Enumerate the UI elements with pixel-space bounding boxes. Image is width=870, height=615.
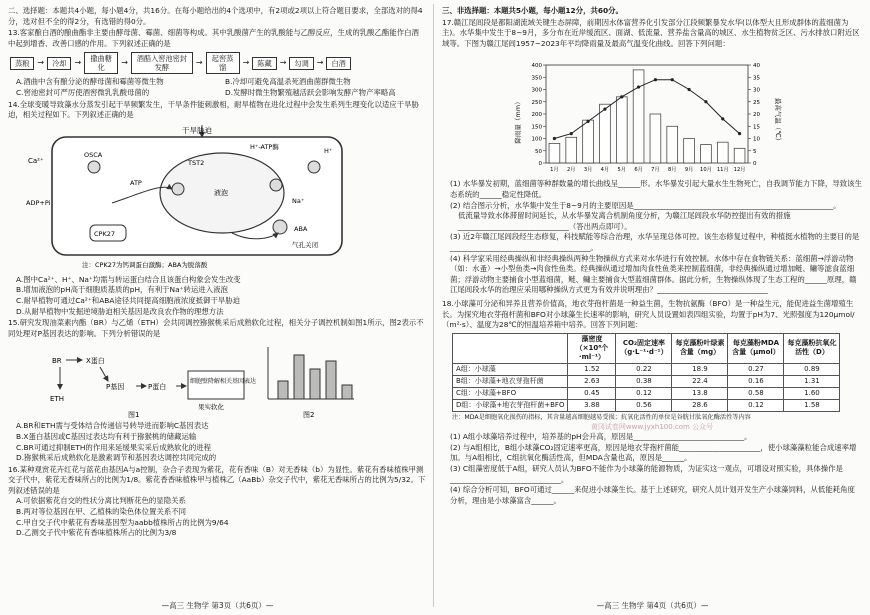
q17-sub-3: (3) 近2年赣江尾闾段经生态修复，科技赋能等综合治理，水华呈现总体可控。该生态修复过程中，种植挺水植物的主要目的是______________________________________。 <box>450 232 860 252</box>
temperature-point <box>586 120 589 123</box>
table-cell: 2.63 <box>568 375 616 387</box>
fig1-label: P蛋白 <box>148 383 167 392</box>
fig-note: 注：CPK27为钙调蛋白激酶；ABA为脱落酸 <box>82 260 208 269</box>
temperature-point <box>553 137 556 140</box>
table-row <box>453 399 840 411</box>
flow-step: 勾调 <box>289 57 313 70</box>
y2-tick-label: 20 <box>753 112 760 119</box>
arrow-icon: → <box>316 58 324 68</box>
q16-option-b: B.两对等位基因在甲、乙植株的染色体位置关系不同 <box>16 507 187 517</box>
q17-sub-1: (1) 水华暴发初期，蓝细菌等种群数量的增长曲线呈______形。水华暴发引起大量水生生物死亡，自我调节能力下降，导致该生态系统的______稳定性降低。 <box>450 179 862 199</box>
temperature-point <box>687 88 690 91</box>
x-tick-label: 9月 <box>684 167 694 174</box>
table-cell: D组：小球藻+地衣芽孢杆菌+BFO <box>453 399 568 411</box>
q17-sub-2b: 低流量导致水体滞留时间延长，从水华暴发离合机制角度分析，为赣江尾闾段水华防控提出有效的措施______________________________（答出两点即可）。 <box>458 211 791 231</box>
q14-options <box>8 275 426 317</box>
y2-tick-label: 30 <box>753 87 760 94</box>
table-cell: 0.56 <box>616 399 672 411</box>
y-tick-label: 150 <box>531 124 542 131</box>
table-cell: 18.9 <box>672 363 728 375</box>
arrow-icon: → <box>279 58 287 68</box>
table-cell: 3.88 <box>568 399 616 411</box>
rainfall-bar <box>650 114 661 163</box>
table-cell: A组：小球藻 <box>453 363 568 375</box>
arrow-icon: → <box>195 58 203 68</box>
x-tick-label: 12月 <box>733 167 746 174</box>
arrow-icon: → <box>37 58 45 68</box>
q14-option-c: C.耐旱植物可通过Ca²⁺和ABA途径共同提高细胞液浓度抵御干旱胁迫 <box>16 295 241 305</box>
q17-subquestions <box>442 179 862 296</box>
fig1-label: ETH <box>50 395 64 404</box>
q18-subquestions <box>442 432 862 506</box>
y-axis-label: 降雨量（mm） <box>514 98 522 144</box>
table-cell: 28.6 <box>672 399 728 411</box>
table-cell: 0.45 <box>568 387 616 399</box>
x-tick-label: 10月 <box>700 167 712 174</box>
fig-label: ADP+Pi <box>26 198 51 207</box>
temperature-point <box>671 78 674 81</box>
table-row <box>453 387 840 399</box>
q17-chart <box>512 51 782 177</box>
x-tick-label: 3月 <box>583 167 593 174</box>
y2-tick-label: 10 <box>753 136 760 143</box>
q14-stem: 14.全球变暖导致藻水分蒸发引起干旱频繁发生，干旱条件能刺激相，耐旱植物在进化过程中会发生系列生理变化以适应干旱胁迫，相关过程如下。下列叙述正确的是 <box>8 99 419 120</box>
section3-header: 三、非选择题：本题共5小题，每小题12分，共60分。 <box>442 6 623 15</box>
q18-table <box>452 333 840 412</box>
watermark: 黄冈试卷网www.jyxh100.com 公众号 <box>590 422 714 431</box>
flow-step: 撒曲糖化 <box>84 52 118 74</box>
q13-stem: 13.客家酿白酒的酿曲酯非主要由酵母菌、霉菌、细菌等构成。其中乳酸菌产生的乳酸能与乙醇反应，生成的乳酸乙酯能作白酒中起到增香、改善口感的作用。下列叙述正确的是 <box>8 28 419 48</box>
q16-stem: 16.某种观赏花卉红花与蓝花由基因A与a控制，杂合子表现为紫花，花有香味（B）对无香味（b）为显性。紫花有香味植株甲测交子代中，紫花无香味所占的比例为1/8。紫花香香味植株甲与植株乙（AaBb）杂交子代中，紫花无香味所占的比例为5/32。下列叙述错误的是 <box>8 464 426 495</box>
page-4 <box>442 6 862 506</box>
q17-stem: 17.赣江尾闾段是都阳湖流域关键生态屏障，前期因水体富营养化引发部分江段频繁暴发水华(以体型大且形成群体的蓝细菌为主)。水华集中发生于8~9月，多分布在近岸缓流区、面湖、低流量、营养盐含量高的城区、水生植物贫乏区、污水排放口附近区域等。下图为赣江尾闾1957~2023年平均降雨量及最高气温变化曲线。回答下列问题： <box>442 17 860 48</box>
y-tick-label: 300 <box>531 87 542 94</box>
flow-step: 陈藏 <box>252 57 276 70</box>
fig-label: H⁺-ATP酶 <box>250 142 279 151</box>
fig-label: Na⁺ <box>292 196 305 205</box>
y-tick-label: 100 <box>531 136 542 143</box>
fig1-label: P基因 <box>106 383 125 392</box>
rainfall-bar <box>717 143 728 164</box>
temperature-point <box>738 132 741 135</box>
table-header: CO₂固定速率（g·L⁻¹·d⁻¹） <box>616 333 672 363</box>
cell-diagram <box>22 123 362 273</box>
y-tick-label: 0 <box>538 161 542 168</box>
chart-plot <box>532 63 761 173</box>
x-tick-label: 1月 <box>550 167 559 174</box>
flow-step: 白酒 <box>326 57 350 70</box>
q13-option-a: A.酒曲中含有酿分泌的酵母菌和霉菌等微生物 <box>16 77 164 87</box>
q13-options <box>8 77 426 98</box>
fig2-bar <box>294 355 304 399</box>
q15-figures <box>48 341 426 419</box>
temperature-point <box>620 96 623 99</box>
y2-tick-label: 35 <box>753 75 760 82</box>
rainfall-bar <box>583 121 594 164</box>
y-tick-label: 200 <box>531 112 542 119</box>
table-cell: 1.58 <box>784 399 840 411</box>
table-cell: 1.60 <box>784 387 840 399</box>
q15-stem: 15.研究发现油菜素内酯（BR）与乙烯（ETH）会共同调控猕猴桃采后成熟软化过程，相关分子调控机制如图1所示，图2表示不同处理对P基因表达的影响。下列分析错误的是 <box>8 318 424 338</box>
page-divider <box>433 4 434 607</box>
section2-header: 二、选择题：本题共4小题，每小题4分，共16分。在每小题给出的4个选项中，有2项或2项以上符合题目要求，全部选对的得4分，选对但不全的得2分，有选错的得0分。 <box>8 6 423 26</box>
q18-table-note: 注：MDA是细胞氧化损伤的指标，其含量越高细胞越易受损；抗氧化活性的单位是谷胱甘肽氧化酶活性等内容 <box>452 413 751 421</box>
table-cell: 1.31 <box>784 375 840 387</box>
q14-option-a: A.图中Ca²⁺、H⁺、Na⁺均需与转运蛋白结合且该蛋白构象会发生改变 <box>16 274 241 284</box>
y2-tick-label: 40 <box>753 63 760 70</box>
q17-sub-4: (4) 科学家采用经典操纵和非经典操纵两种生物操纵方式来对水华进行有效控制。水体中存在食物链关系：蓝细菌→浮游动物（如：水蚤）→小型鱼类→肉食性鱼类。经典操纵通过增加肉食性鱼类来控制蓝细菌，非经典操纵通过增加鲢、鳙等滤食蓝细菌；浮游动物主要捕食小型蓝细菌，鲢、鳙主要捕食大型蓝细菌群体。据此分析，生物操纵体现了生态工程的______原理，赣江尾闾段水华的治理应采用哪种操纵方式更为有效并说明理由？______________________________ <box>450 253 857 295</box>
q18-sub-3: (3) C组藻密度低于A组，研究人员认为BFO不能作为小球藻的能源物质，为证实这一观点，可增设对照实验，具体操作是______________________________。 <box>450 464 843 484</box>
flow-step: 酒醅入窖池密封发酵 <box>131 52 193 74</box>
x-tick-label: 11月 <box>716 167 729 174</box>
x-tick-label: 5月 <box>617 167 626 174</box>
rainfall-bar <box>616 97 627 163</box>
q14-option-b: B.增加液泡的pH高于细胞质基质的pH，有利于Na⁺转运进入液泡 <box>16 285 228 295</box>
q15-option-d: D.猕猴桃采后成熟软化是激素调节和基因表达调控共同完成的 <box>16 453 217 463</box>
fig2-bar <box>342 385 352 399</box>
q14-figure <box>22 123 362 273</box>
rainfall-bar <box>684 139 695 164</box>
q18-sub-1: (1) A组小球藻培养过程中，培养基的pH会升高，原因是______________________________。 <box>450 432 752 442</box>
fig2-bar <box>278 381 288 399</box>
page-4-footer: —高三 生物学 第4页（共6页）— <box>596 601 709 610</box>
rainfall-bar <box>734 149 745 164</box>
q13-process-flow <box>10 52 426 74</box>
table-cell: B组：小球藻+地衣芽孢杆菌 <box>453 375 568 387</box>
fig-label: ATP <box>130 178 142 187</box>
y2-tick-label: 5 <box>753 149 757 156</box>
fig-label: ABA <box>294 224 308 233</box>
temperature-point <box>570 132 573 135</box>
y-tick-label: 250 <box>531 100 542 107</box>
q18-sub-2: (2) 与A组相比，B组小球藻CO₂固定速率更高，原因是地衣芽孢杆菌能______________________，使小球藻藻粒能合成速率增加。与A组相比，C组抗氧化酶活性高，但MDA含量也高，原因是______。 <box>450 442 857 463</box>
fig-label: 气孔关闭 <box>292 240 318 249</box>
q17-sub-2: (2) 结合图示分析，水华集中发生于8~9月的主要原因是______________________________________________________。 <box>450 200 841 210</box>
table-cell: 0.38 <box>616 375 672 387</box>
y2-axis-label: 最高气温（℃） <box>774 98 782 145</box>
fig2-caption: 图2 <box>303 411 315 420</box>
q18-stem: 18.小球藻可分泌和异养且营养价值高，地衣芽孢杆菌是一种益生菌，生物抗氨酶（BFO）是一种益生元，能促进益生菌增殖生长。为探究地衣芽孢杆菌和BFO对小球藻生长速率的影响，研究人员设置如表四组实验，均置于pH为7、光照强度为120μmol/（m²·s）、温度为28℃的恒温培养箱中培养。回答下列问题： <box>442 298 855 330</box>
x-tick-label: 7月 <box>651 167 660 174</box>
q15-option-b: B.X蛋白基因或C基因过表达均有利于猕猴桃的储藏运输 <box>16 431 197 441</box>
flow-step: 蒸粮 <box>10 57 34 70</box>
temperature-point <box>654 78 657 81</box>
table-cell: 0.27 <box>728 363 784 375</box>
q16-option-d: D.乙测交子代中紫花有香味植株所占的比例为3/8 <box>16 528 177 538</box>
rainfall-bar <box>566 138 577 164</box>
flow-step: 起窖蒸馏 <box>206 52 240 74</box>
flow-step: 冷却 <box>47 57 71 70</box>
table-cell: C组：小球藻+BFO <box>453 387 568 399</box>
table-header: 每克藻粉抗氧化活性（D） <box>784 333 840 363</box>
rainfall-bar <box>600 105 611 164</box>
q15-option-a: A.BR和ETH需与受体结合传递信号转导进而影响C基因表达 <box>16 421 209 431</box>
q15-fig2 <box>248 341 358 419</box>
rainfall-bar <box>667 127 678 164</box>
fig1-label: 细胞壁降解相关基因表达 <box>190 378 257 386</box>
fig-label: TST2 <box>188 158 205 167</box>
table-cell: 0.12 <box>616 387 672 399</box>
table-cell: 13.8 <box>672 387 728 399</box>
x-tick-label: 6月 <box>634 167 643 174</box>
rainfall-bar <box>701 145 712 163</box>
arrow-icon: → <box>121 58 128 68</box>
q17-chart-container <box>512 51 862 177</box>
fig-label: OSCA <box>84 150 103 159</box>
x-tick-label: 4月 <box>600 167 610 174</box>
table-header: 每克藻粉MDA含量（μmol） <box>728 333 784 363</box>
table-header: 每克藻粉叶绿素含量（mg） <box>672 333 728 363</box>
y2-tick-label: 25 <box>753 100 760 107</box>
q15-option-c: C.BR可通过抑制ETH的作用来延缓果实采后成熟软化的进程 <box>16 442 212 452</box>
table-row <box>453 363 840 375</box>
x-tick-label: 8月 <box>668 167 677 174</box>
temperature-point <box>721 118 724 121</box>
rainfall-bar <box>633 70 644 163</box>
q15-options <box>8 421 426 463</box>
y-tick-label: 400 <box>531 63 542 70</box>
fig1-caption: 图1 <box>128 411 140 420</box>
fig1-label: 果实软化 <box>198 403 224 412</box>
y-tick-label: 50 <box>535 149 542 156</box>
q16-option-a: A.可依据紫花自交的性状分离比判断花色的显隐关系 <box>16 496 186 506</box>
fig-label: H⁺ <box>324 146 333 155</box>
fig-title: 干旱胁迫 <box>182 125 212 135</box>
x-tick-label: 2月 <box>567 167 576 174</box>
page-3-footer: —高三 生物学 第3页（共6页）— <box>161 601 274 610</box>
arrow-icon: → <box>74 58 82 68</box>
table-cell: 0.58 <box>728 387 784 399</box>
table-cell: 22.4 <box>672 375 728 387</box>
y2-tick-label: 15 <box>753 124 760 131</box>
temperature-point <box>704 101 707 104</box>
table-cell: 0.89 <box>784 363 840 375</box>
q16-options <box>8 496 426 538</box>
table-cell: 1.52 <box>568 363 616 375</box>
arrow-icon: → <box>242 58 250 68</box>
fig1-label: X蛋白 <box>86 357 105 366</box>
q13-option-d: D.发酵时微生物繁殖越活跃会影响发酵产物产率略高 <box>225 87 396 97</box>
temperature-point <box>637 86 640 89</box>
table-header-row <box>453 333 840 363</box>
fig2-bar <box>310 369 320 399</box>
q18-sub-4: (4) 综合分析可知，BFO可通过______来促进小球藻生长。基于上述研究，研究人员计划开发生产小球藻饲料，从低能耗角度分析，理由是小球藻富含______。 <box>450 485 855 505</box>
q13-option-b: B.冷却可避免高温杀死酒曲菌群微生物 <box>225 77 351 87</box>
fig2-bar <box>326 361 336 399</box>
temperature-point <box>603 108 606 111</box>
q16-option-c: C.甲自交子代中紫花有香味基因型为aabb植株所占的比例为9/64 <box>16 517 229 527</box>
q14-option-d: D.从耐旱植物中发掘逆境胁迫相关基因是改良农作物的理想方法 <box>16 306 224 316</box>
table-cell: 0.12 <box>728 399 784 411</box>
q15-fig1 <box>48 341 257 420</box>
fig1-label: BR <box>52 357 62 366</box>
table-header: 藻密度（×10⁶个·ml⁻¹） <box>568 333 616 363</box>
q13-option-c: C.窖池密封可严厉使酒窖微乳乳酸母菌的 <box>16 87 150 97</box>
table-row <box>453 375 840 387</box>
table-cell: 0.22 <box>616 363 672 375</box>
fig-label: Ca²⁺ <box>28 156 44 165</box>
table-cell: 0.16 <box>728 375 784 387</box>
fig-label: CPK27 <box>94 229 115 238</box>
rainfall-bar <box>549 144 560 164</box>
temperature-line <box>554 80 739 139</box>
table-header <box>453 333 568 363</box>
y-tick-label: 350 <box>531 75 542 82</box>
page-3 <box>8 6 426 539</box>
fig-label: 液泡 <box>214 188 228 197</box>
y2-tick-label: 0 <box>753 161 757 168</box>
